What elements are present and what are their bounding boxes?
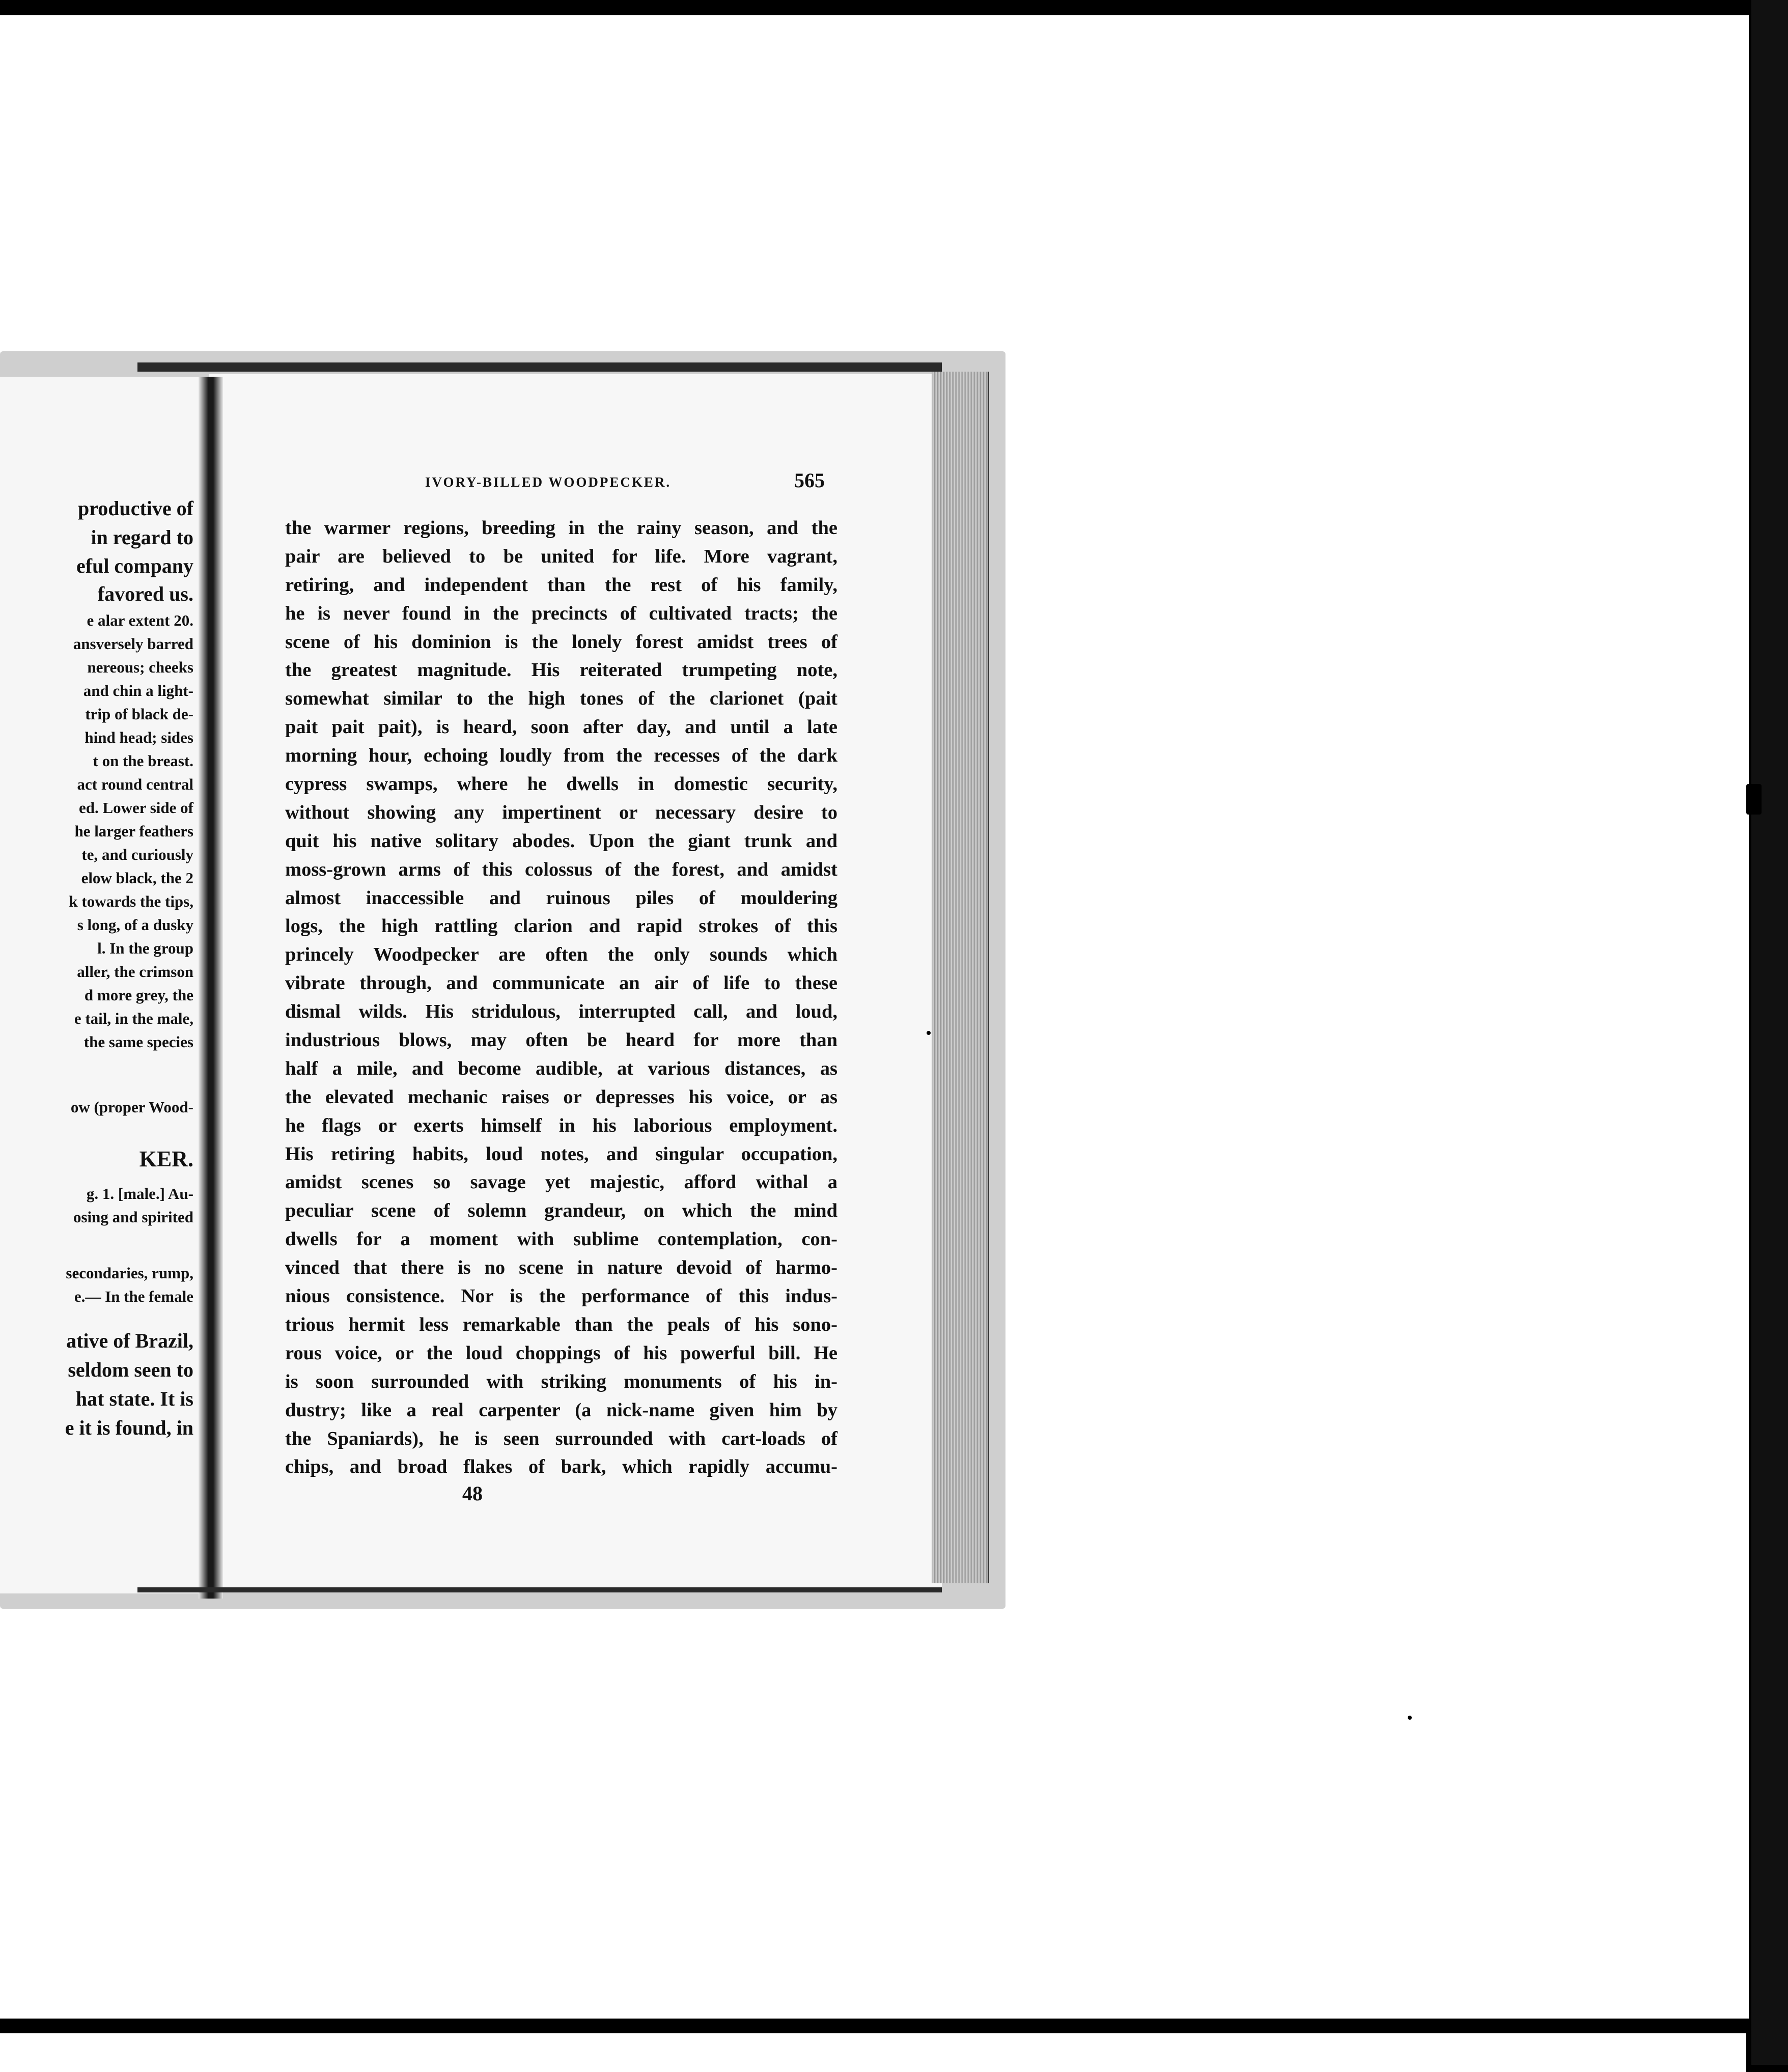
left-line: aller, the crimson xyxy=(77,963,193,981)
left-line: secondaries, rump, xyxy=(66,1264,193,1282)
book-bottom-edge xyxy=(137,1587,942,1592)
body-line: trious hermit less remarkable than the peals of his sono- xyxy=(285,1313,837,1335)
scan-speck xyxy=(1408,1716,1412,1720)
left-line: l. In the group xyxy=(97,939,193,957)
body-line: His retiring habits, loud notes, and singular occupation, xyxy=(285,1143,837,1165)
left-line: act round central xyxy=(77,775,193,793)
left-line: he larger feathers xyxy=(74,822,193,840)
left-line: osing and spirited xyxy=(73,1208,193,1226)
signature-mark: 48 xyxy=(462,1482,483,1505)
left-line: elow black, the 2 xyxy=(81,869,193,887)
body-line: dustry; like a real carpenter (a nick-name given him by xyxy=(285,1399,837,1421)
scan-border-bottom xyxy=(0,2026,1746,2072)
left-line: seldom seen to xyxy=(68,1358,193,1381)
left-line: e tail, in the male, xyxy=(74,1010,193,1027)
left-line: ansversely barred xyxy=(73,635,193,653)
left-line: the same species xyxy=(83,1033,193,1051)
body-line: pait pait pait), is heard, soon after day, and until a late xyxy=(285,716,837,738)
body-line: is soon surrounded with striking monuments of his in- xyxy=(285,1370,837,1392)
body-line: vinced that there is no scene in nature devoid of harmo- xyxy=(285,1257,837,1279)
left-heading: KER. xyxy=(139,1146,193,1171)
book-gutter xyxy=(199,377,223,1599)
left-line: in regard to xyxy=(91,526,193,549)
left-line: e it is found, in xyxy=(65,1416,193,1439)
body-line: cypress swamps, where he dwells in domestic security, xyxy=(285,773,837,795)
body-line: retiring, and independent than the rest of his family, xyxy=(285,574,837,596)
left-line: t on the breast. xyxy=(93,752,193,770)
body-line: half a mile, and become audible, at various distances, as xyxy=(285,1057,837,1079)
left-line: nereous; cheeks xyxy=(87,658,193,676)
body-line: almost inaccessible and ruinous piles of mouldering xyxy=(285,887,837,909)
body-line: peculiar scene of solemn grandeur, on which the mind xyxy=(285,1200,837,1222)
body-line: somewhat similar to the high tones of the clarionet (pait xyxy=(285,688,837,710)
body-line: the Spaniards), he is seen surrounded with cart-loads of xyxy=(285,1427,837,1449)
scan-border-right xyxy=(1751,0,1788,2065)
running-head: IVORY-BILLED WOODPECKER. xyxy=(425,474,672,490)
left-line: favored us. xyxy=(97,582,193,605)
body-line: logs, the high rattling clarion and rapid strokes of this xyxy=(285,915,837,937)
left-line: e.— In the female xyxy=(74,1287,193,1305)
left-line: te, and curiously xyxy=(81,846,193,863)
body-line: pair are believed to be united for life. More vagrant, xyxy=(285,545,837,567)
page-number: 565 xyxy=(794,469,825,492)
body-line: morning hour, echoing loudly from the recesses of the dark xyxy=(285,745,837,767)
body-line: moss-grown arms of this colossus of the forest, and amidst xyxy=(285,858,837,880)
body-text xyxy=(285,514,837,1481)
page-edges xyxy=(932,372,989,1583)
body-line: without showing any impertinent or necessary desire to xyxy=(285,801,837,823)
body-line: scene of his dominion is the lonely forest amidst trees of xyxy=(285,631,837,653)
body-line: chips, and broad flakes of bark, which rapidly accumu- xyxy=(285,1456,837,1478)
left-line: and chin a light- xyxy=(83,682,193,699)
left-line: d more grey, the xyxy=(84,986,193,1004)
body-line: the elevated mechanic raises or depresses his voice, or as xyxy=(285,1086,837,1108)
left-line: hat state. It is xyxy=(75,1387,193,1410)
left-line: ow (proper Wood- xyxy=(70,1098,193,1116)
scan-speck xyxy=(1746,784,1762,815)
left-line: ative of Brazil, xyxy=(66,1329,193,1352)
left-line: e alar extent 20. xyxy=(87,611,193,629)
body-line: he is never found in the precincts of cultivated tracts; the xyxy=(285,602,837,624)
body-line: the greatest magnitude. His reiterated trumpeting note, xyxy=(285,659,837,681)
left-line: s long, of a dusky xyxy=(77,916,193,934)
left-line: productive of xyxy=(77,497,193,520)
body-line: quit his native solitary abodes. Upon the giant trunk and xyxy=(285,830,837,852)
body-line: vibrate through, and communicate an air of life to these xyxy=(285,972,837,994)
body-line: rous voice, or the loud choppings of his powerful bill. He xyxy=(285,1342,837,1364)
book-top-edge xyxy=(137,362,942,372)
body-line: dismal wilds. His stridulous, interrupted call, and loud, xyxy=(285,1001,837,1023)
body-line: the warmer regions, breeding in the rainy season, and the xyxy=(285,517,837,539)
left-line: ed. Lower side of xyxy=(78,799,193,817)
body-line: industrious blows, may often be heard for more than xyxy=(285,1029,837,1051)
body-line: amidst scenes so savage yet majestic, afford withal a xyxy=(285,1171,837,1193)
scan-speck xyxy=(927,1031,931,1035)
body-line: princely Woodpecker are often the only sounds which xyxy=(285,944,837,966)
left-line: g. 1. [male.] Au- xyxy=(86,1185,193,1202)
left-line: k towards the tips, xyxy=(69,892,193,910)
left-line: hind head; sides xyxy=(85,729,193,746)
left-line: eful company xyxy=(76,554,193,577)
body-line: nious consistence. Nor is the performance of this indus- xyxy=(285,1285,837,1307)
left-line: trip of black de- xyxy=(85,705,193,723)
body-line: dwells for a moment with sublime contemplation, con- xyxy=(285,1228,837,1250)
body-line: he flags or exerts himself in his laborious employment. xyxy=(285,1114,837,1136)
